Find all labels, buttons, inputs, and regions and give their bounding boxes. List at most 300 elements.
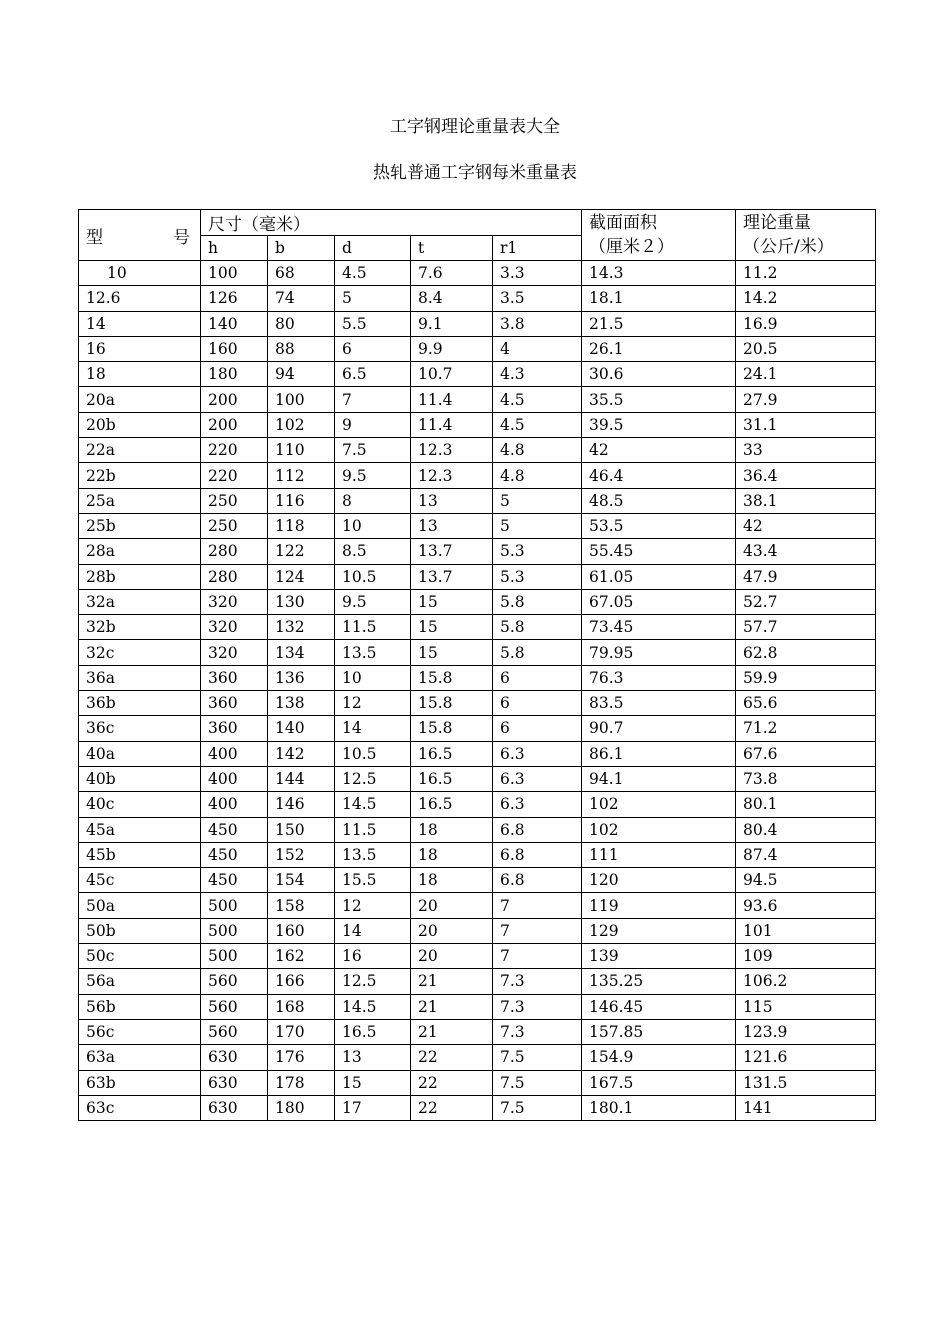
cell-weight: 36.4 <box>736 463 876 488</box>
cell-b: 152 <box>268 842 335 867</box>
cell-t: 18 <box>411 817 493 842</box>
cell-weight: 47.9 <box>736 564 876 589</box>
cell-h: 450 <box>201 817 268 842</box>
cell-area: 48.5 <box>582 488 736 513</box>
cell-t: 15.8 <box>411 665 493 690</box>
cell-d: 8 <box>335 488 411 513</box>
model-header-right: 号 <box>173 227 190 248</box>
table-row <box>79 817 876 842</box>
cell-model: 40b <box>79 766 201 791</box>
cell-area: 139 <box>582 944 736 969</box>
cell-d: 14.5 <box>335 792 411 817</box>
cell-model: 63b <box>79 1070 201 1095</box>
table-row <box>79 1095 876 1120</box>
cell-d: 5 <box>335 286 411 311</box>
cell-r1: 6.8 <box>493 842 582 867</box>
cell-d: 5.5 <box>335 311 411 336</box>
cell-area: 53.5 <box>582 513 736 538</box>
cell-area: 102 <box>582 817 736 842</box>
cell-t: 16.5 <box>411 741 493 766</box>
cell-model: 56a <box>79 969 201 994</box>
cell-model: 25a <box>79 488 201 513</box>
table-row <box>79 944 876 969</box>
cell-area: 39.5 <box>582 412 736 437</box>
cell-h: 500 <box>201 944 268 969</box>
cell-model: 63a <box>79 1045 201 1070</box>
cell-h: 320 <box>201 589 268 614</box>
cell-h: 400 <box>201 766 268 791</box>
cell-model: 22b <box>79 463 201 488</box>
table-row <box>79 311 876 336</box>
cell-area: 86.1 <box>582 741 736 766</box>
cell-weight: 123.9 <box>736 1019 876 1044</box>
cell-area: 129 <box>582 918 736 943</box>
cell-r1: 6 <box>493 691 582 716</box>
cell-d: 16 <box>335 944 411 969</box>
cell-area: 102 <box>582 792 736 817</box>
cell-d: 13.5 <box>335 640 411 665</box>
cell-t: 9.1 <box>411 311 493 336</box>
cell-area: 120 <box>582 868 736 893</box>
cell-weight: 121.6 <box>736 1045 876 1070</box>
cell-weight: 24.1 <box>736 362 876 387</box>
cell-weight: 87.4 <box>736 842 876 867</box>
cell-r1: 7 <box>493 944 582 969</box>
table-row <box>79 438 876 463</box>
cell-model: 56b <box>79 994 201 1019</box>
cell-t: 20 <box>411 918 493 943</box>
cell-b: 162 <box>268 944 335 969</box>
cell-b: 170 <box>268 1019 335 1044</box>
cell-area: 46.4 <box>582 463 736 488</box>
cell-model: 45a <box>79 817 201 842</box>
cell-b: 68 <box>268 261 335 286</box>
table-row <box>79 1019 876 1044</box>
cell-r1: 7 <box>493 893 582 918</box>
cell-model: 14 <box>79 311 201 336</box>
cell-b: 116 <box>268 488 335 513</box>
cell-model: 40c <box>79 792 201 817</box>
cell-weight: 52.7 <box>736 589 876 614</box>
cell-h: 560 <box>201 1019 268 1044</box>
cell-t: 15 <box>411 640 493 665</box>
cell-d: 14 <box>335 918 411 943</box>
table-row <box>79 564 876 589</box>
cell-t: 11.4 <box>411 412 493 437</box>
cell-d: 11.5 <box>335 817 411 842</box>
cell-weight: 33 <box>736 438 876 463</box>
cell-area: 14.3 <box>582 261 736 286</box>
weight-header <box>736 210 876 261</box>
cell-area: 55.45 <box>582 539 736 564</box>
cell-area: 61.05 <box>582 564 736 589</box>
cell-weight: 73.8 <box>736 766 876 791</box>
cell-r1: 4 <box>493 336 582 361</box>
cell-b: 74 <box>268 286 335 311</box>
table-row <box>79 387 876 412</box>
cell-t: 20 <box>411 944 493 969</box>
cell-b: 166 <box>268 969 335 994</box>
cell-r1: 7 <box>493 918 582 943</box>
cell-d: 4.5 <box>335 261 411 286</box>
cell-weight: 38.1 <box>736 488 876 513</box>
cell-area: 146.45 <box>582 994 736 1019</box>
cell-b: 118 <box>268 513 335 538</box>
cell-model: 12.6 <box>79 286 201 311</box>
cell-d: 12.5 <box>335 766 411 791</box>
cell-d: 14.5 <box>335 994 411 1019</box>
cell-h: 500 <box>201 918 268 943</box>
table-row <box>79 1070 876 1095</box>
cell-weight: 59.9 <box>736 665 876 690</box>
cell-weight: 93.6 <box>736 893 876 918</box>
cell-h: 630 <box>201 1045 268 1070</box>
cell-t: 9.9 <box>411 336 493 361</box>
cell-t: 22 <box>411 1045 493 1070</box>
cell-h: 280 <box>201 564 268 589</box>
cell-d: 11.5 <box>335 615 411 640</box>
cell-t: 15.8 <box>411 691 493 716</box>
area-header-line2: （厘米２） <box>589 237 674 257</box>
table-row <box>79 513 876 538</box>
cell-weight: 27.9 <box>736 387 876 412</box>
table-row <box>79 893 876 918</box>
cell-area: 119 <box>582 893 736 918</box>
cell-area: 111 <box>582 842 736 867</box>
cell-b: 180 <box>268 1095 335 1120</box>
cell-weight: 16.9 <box>736 311 876 336</box>
cell-h: 100 <box>201 261 268 286</box>
cell-area: 157.85 <box>582 1019 736 1044</box>
cell-b: 80 <box>268 311 335 336</box>
cell-area: 35.5 <box>582 387 736 412</box>
cell-model: 36a <box>79 665 201 690</box>
cell-b: 110 <box>268 438 335 463</box>
table-row <box>79 918 876 943</box>
cell-h: 200 <box>201 412 268 437</box>
cell-t: 16.5 <box>411 792 493 817</box>
cell-model: 22a <box>79 438 201 463</box>
cell-t: 13.7 <box>411 564 493 589</box>
cell-t: 8.4 <box>411 286 493 311</box>
cell-b: 160 <box>268 918 335 943</box>
area-header <box>582 210 736 261</box>
cell-b: 88 <box>268 336 335 361</box>
cell-weight: 43.4 <box>736 539 876 564</box>
cell-weight: 109 <box>736 944 876 969</box>
table-row <box>79 691 876 716</box>
cell-model: 56c <box>79 1019 201 1044</box>
cell-d: 17 <box>335 1095 411 1120</box>
cell-model: 28b <box>79 564 201 589</box>
cell-r1: 5.8 <box>493 589 582 614</box>
cell-r1: 5.8 <box>493 640 582 665</box>
cell-r1: 7.3 <box>493 969 582 994</box>
cell-d: 9 <box>335 412 411 437</box>
cell-r1: 5.3 <box>493 564 582 589</box>
cell-b: 140 <box>268 716 335 741</box>
cell-d: 10.5 <box>335 741 411 766</box>
size-col-d: d <box>335 236 411 261</box>
cell-h: 126 <box>201 286 268 311</box>
cell-t: 13 <box>411 488 493 513</box>
cell-d: 12 <box>335 893 411 918</box>
cell-d: 10 <box>335 665 411 690</box>
cell-d: 13.5 <box>335 842 411 867</box>
cell-r1: 7.5 <box>493 1045 582 1070</box>
cell-t: 13.7 <box>411 539 493 564</box>
cell-d: 10 <box>335 513 411 538</box>
cell-t: 7.6 <box>411 261 493 286</box>
cell-t: 21 <box>411 1019 493 1044</box>
cell-d: 12 <box>335 691 411 716</box>
cell-d: 8.5 <box>335 539 411 564</box>
cell-b: 124 <box>268 564 335 589</box>
cell-weight: 71.2 <box>736 716 876 741</box>
cell-b: 142 <box>268 741 335 766</box>
cell-model: 45b <box>79 842 201 867</box>
cell-model: 20a <box>79 387 201 412</box>
cell-b: 146 <box>268 792 335 817</box>
cell-r1: 5.8 <box>493 615 582 640</box>
table-row <box>79 463 876 488</box>
cell-weight: 57.7 <box>736 615 876 640</box>
cell-d: 13 <box>335 1045 411 1070</box>
cell-weight: 20.5 <box>736 336 876 361</box>
cell-area: 79.95 <box>582 640 736 665</box>
cell-b: 136 <box>268 665 335 690</box>
cell-weight: 106.2 <box>736 969 876 994</box>
cell-r1: 7.3 <box>493 1019 582 1044</box>
cell-b: 102 <box>268 412 335 437</box>
cell-r1: 5.3 <box>493 539 582 564</box>
cell-h: 630 <box>201 1070 268 1095</box>
cell-weight: 31.1 <box>736 412 876 437</box>
cell-model: 50b <box>79 918 201 943</box>
cell-t: 21 <box>411 969 493 994</box>
cell-model: 32c <box>79 640 201 665</box>
cell-h: 320 <box>201 615 268 640</box>
cell-t: 12.3 <box>411 438 493 463</box>
cell-weight: 141 <box>736 1095 876 1120</box>
model-header-left: 型 <box>86 227 103 248</box>
cell-b: 94 <box>268 362 335 387</box>
cell-d: 10.5 <box>335 564 411 589</box>
cell-weight: 115 <box>736 994 876 1019</box>
cell-h: 500 <box>201 893 268 918</box>
cell-t: 18 <box>411 842 493 867</box>
cell-b: 130 <box>268 589 335 614</box>
table-row <box>79 868 876 893</box>
cell-b: 138 <box>268 691 335 716</box>
cell-area: 21.5 <box>582 311 736 336</box>
cell-b: 176 <box>268 1045 335 1070</box>
cell-t: 11.4 <box>411 387 493 412</box>
cell-t: 13 <box>411 513 493 538</box>
table-row <box>79 362 876 387</box>
table-row <box>79 615 876 640</box>
cell-r1: 5 <box>493 513 582 538</box>
cell-area: 154.9 <box>582 1045 736 1070</box>
cell-d: 16.5 <box>335 1019 411 1044</box>
cell-t: 22 <box>411 1070 493 1095</box>
cell-h: 250 <box>201 513 268 538</box>
cell-b: 144 <box>268 766 335 791</box>
cell-r1: 7.5 <box>493 1095 582 1120</box>
cell-model: 20b <box>79 412 201 437</box>
cell-area: 135.25 <box>582 969 736 994</box>
area-header-line1: 截面面积 <box>589 213 657 233</box>
cell-b: 150 <box>268 817 335 842</box>
cell-t: 15 <box>411 615 493 640</box>
cell-r1: 3.5 <box>493 286 582 311</box>
cell-r1: 4.8 <box>493 463 582 488</box>
cell-r1: 6 <box>493 665 582 690</box>
weight-header-line2: （公斤/米） <box>743 237 834 257</box>
cell-t: 10.7 <box>411 362 493 387</box>
cell-b: 168 <box>268 994 335 1019</box>
cell-h: 250 <box>201 488 268 513</box>
table-row <box>79 336 876 361</box>
cell-b: 134 <box>268 640 335 665</box>
cell-h: 220 <box>201 463 268 488</box>
cell-model: 28a <box>79 539 201 564</box>
cell-b: 178 <box>268 1070 335 1095</box>
cell-t: 16.5 <box>411 766 493 791</box>
cell-d: 12.5 <box>335 969 411 994</box>
size-col-b: b <box>268 236 335 261</box>
cell-r1: 4.3 <box>493 362 582 387</box>
cell-model: 25b <box>79 513 201 538</box>
cell-b: 112 <box>268 463 335 488</box>
cell-d: 6.5 <box>335 362 411 387</box>
size-col-t: t <box>411 236 493 261</box>
cell-h: 160 <box>201 336 268 361</box>
model-header <box>79 210 201 261</box>
cell-h: 560 <box>201 994 268 1019</box>
cell-t: 20 <box>411 893 493 918</box>
cell-h: 220 <box>201 438 268 463</box>
cell-model: 50a <box>79 893 201 918</box>
cell-r1: 4.5 <box>493 412 582 437</box>
cell-model: 10 <box>79 261 201 286</box>
size-group-header: 尺寸（毫米） <box>201 210 582 236</box>
cell-r1: 4.8 <box>493 438 582 463</box>
cell-r1: 6.3 <box>493 766 582 791</box>
cell-model: 18 <box>79 362 201 387</box>
cell-r1: 6.3 <box>493 741 582 766</box>
table-row <box>79 766 876 791</box>
cell-h: 140 <box>201 311 268 336</box>
cell-h: 200 <box>201 387 268 412</box>
cell-h: 320 <box>201 640 268 665</box>
cell-model: 32b <box>79 615 201 640</box>
cell-t: 22 <box>411 1095 493 1120</box>
cell-h: 630 <box>201 1095 268 1120</box>
cell-h: 400 <box>201 741 268 766</box>
cell-area: 94.1 <box>582 766 736 791</box>
cell-h: 450 <box>201 842 268 867</box>
cell-t: 21 <box>411 994 493 1019</box>
cell-area: 26.1 <box>582 336 736 361</box>
table-row <box>79 640 876 665</box>
cell-r1: 7.5 <box>493 1070 582 1095</box>
cell-r1: 3.3 <box>493 261 582 286</box>
cell-weight: 65.6 <box>736 691 876 716</box>
cell-d: 15 <box>335 1070 411 1095</box>
cell-area: 83.5 <box>582 691 736 716</box>
cell-d: 15.5 <box>335 868 411 893</box>
cell-area: 18.1 <box>582 286 736 311</box>
size-col-h: h <box>201 236 268 261</box>
cell-h: 180 <box>201 362 268 387</box>
table-row <box>79 589 876 614</box>
cell-h: 280 <box>201 539 268 564</box>
cell-weight: 42 <box>736 513 876 538</box>
cell-d: 9.5 <box>335 463 411 488</box>
table-row <box>79 842 876 867</box>
cell-h: 360 <box>201 665 268 690</box>
cell-h: 450 <box>201 868 268 893</box>
cell-h: 360 <box>201 716 268 741</box>
table-title: 热轧普通工字钢每米重量表 <box>373 163 577 183</box>
cell-d: 6 <box>335 336 411 361</box>
cell-weight: 80.4 <box>736 817 876 842</box>
cell-r1: 4.5 <box>493 387 582 412</box>
document-title: 工字钢理论重量表大全 <box>390 117 560 137</box>
cell-t: 15 <box>411 589 493 614</box>
table-row <box>79 665 876 690</box>
header-row-1 <box>79 210 876 236</box>
cell-model: 16 <box>79 336 201 361</box>
cell-t: 12.3 <box>411 463 493 488</box>
cell-h: 360 <box>201 691 268 716</box>
cell-r1: 5 <box>493 488 582 513</box>
cell-h: 400 <box>201 792 268 817</box>
table-row <box>79 539 876 564</box>
cell-r1: 7.3 <box>493 994 582 1019</box>
cell-model: 63c <box>79 1095 201 1120</box>
table-row <box>79 716 876 741</box>
cell-t: 15.8 <box>411 716 493 741</box>
table-row <box>79 286 876 311</box>
cell-r1: 6.3 <box>493 792 582 817</box>
table-row <box>79 969 876 994</box>
cell-weight: 67.6 <box>736 741 876 766</box>
table-row <box>79 412 876 437</box>
table-body <box>79 261 876 1121</box>
size-col-r1: r1 <box>493 236 582 261</box>
table-row <box>79 1045 876 1070</box>
cell-area: 180.1 <box>582 1095 736 1120</box>
cell-area: 76.3 <box>582 665 736 690</box>
table-row <box>79 994 876 1019</box>
cell-d: 14 <box>335 716 411 741</box>
table-row <box>79 488 876 513</box>
i-beam-weight-table <box>78 209 876 1121</box>
cell-r1: 6 <box>493 716 582 741</box>
cell-weight: 101 <box>736 918 876 943</box>
cell-weight: 80.1 <box>736 792 876 817</box>
cell-area: 42 <box>582 438 736 463</box>
table-row <box>79 792 876 817</box>
cell-b: 132 <box>268 615 335 640</box>
cell-d: 7 <box>335 387 411 412</box>
cell-weight: 94.5 <box>736 868 876 893</box>
cell-r1: 6.8 <box>493 868 582 893</box>
cell-area: 30.6 <box>582 362 736 387</box>
cell-weight: 14.2 <box>736 286 876 311</box>
